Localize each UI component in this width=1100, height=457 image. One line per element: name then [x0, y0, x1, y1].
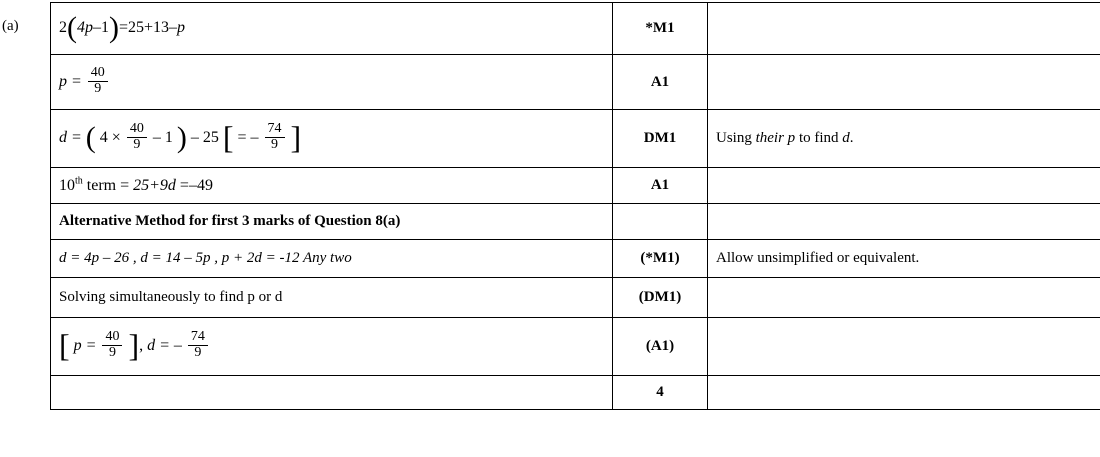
- fraction-denominator: 9: [88, 81, 108, 97]
- d-lhs: d =: [59, 129, 82, 147]
- mark-cell-6: (*M1): [613, 240, 708, 278]
- fraction-numerator: 74: [190, 329, 205, 345]
- p-symbol: p =: [59, 72, 82, 90]
- marking-scheme-table: [50, 2, 1100, 410]
- question-part-label: (a): [2, 18, 19, 34]
- equation-2: [59, 64, 110, 96]
- fraction-74-9: [188, 330, 208, 360]
- term-expression: 25+9d: [133, 177, 176, 195]
- note-cell-4: [708, 168, 1100, 204]
- note-italic-d: d: [842, 130, 850, 146]
- equation-3: [59, 119, 302, 156]
- note-cell-3: [708, 110, 1100, 168]
- total-marks-cell: 4: [613, 376, 708, 410]
- equation-8: [59, 327, 210, 364]
- table-row: [51, 110, 1100, 168]
- ordinal-suffix: th: [75, 175, 83, 187]
- fraction-numerator: 40: [129, 121, 144, 137]
- mark-cell-2: A1: [613, 55, 708, 110]
- mark-cell-7: (DM1): [613, 278, 708, 318]
- term-number: 10: [59, 177, 75, 195]
- mark-cell-4: A1: [613, 168, 708, 204]
- fraction-numerator: 40: [90, 64, 105, 80]
- working-cell-6: d = 4p – 26 , d = 14 – 5p , p + 2d = -12 Any two: [51, 240, 613, 278]
- bracket-close: ]: [128, 327, 140, 364]
- fraction-denominator: 9: [188, 345, 208, 361]
- mark-cell-5: [613, 204, 708, 240]
- mark-cell-3: DM1: [613, 110, 708, 168]
- bracket-open: [: [222, 119, 234, 156]
- table-row: [51, 240, 1100, 278]
- table-row: [51, 204, 1100, 240]
- fraction-numerator: 40: [105, 329, 120, 345]
- fraction-numerator: 74: [267, 121, 282, 137]
- paren-open: (: [67, 10, 77, 44]
- fraction-denominator: 9: [265, 137, 285, 153]
- note-cell-9: [708, 376, 1100, 410]
- table-row: [51, 168, 1100, 204]
- bracket-open: [: [59, 327, 70, 364]
- working-cell-7: Solving simultaneously to find p or d: [51, 278, 613, 318]
- note-end: .: [849, 130, 854, 146]
- note-italic-their-p: their p: [755, 130, 796, 146]
- note-suffix: to find: [795, 130, 843, 146]
- fraction-denominator: 9: [127, 137, 147, 153]
- working-cell-8: [51, 318, 613, 376]
- equation-1: 2(4p–1)=25+13–p: [59, 10, 186, 44]
- working-cell-3: [51, 110, 613, 168]
- note-cell-5: [708, 204, 1100, 240]
- mark-cell-1: *M1: [613, 3, 708, 55]
- fraction-40-9: [102, 330, 122, 360]
- bracket-close: ]: [290, 119, 302, 156]
- note-cell-2: [708, 55, 1100, 110]
- note-cell-6: Allow unsimplified or equivalent.: [708, 240, 1100, 278]
- table-row: [51, 318, 1100, 376]
- fraction-40-9: [88, 66, 108, 96]
- table-row: [51, 55, 1100, 110]
- p-equals: p =: [73, 337, 97, 355]
- table-row: [51, 278, 1100, 318]
- table-row: [51, 3, 1100, 55]
- equals-negative: = –: [237, 129, 259, 147]
- working-cell-4: [51, 168, 613, 204]
- inner-tail: – 1: [152, 129, 173, 147]
- table-row: [51, 376, 1100, 410]
- working-cell-2: [51, 55, 613, 110]
- minus-25: – 25: [190, 129, 219, 147]
- fraction-74-9: [265, 122, 285, 152]
- fraction-denominator: 9: [102, 345, 122, 361]
- working-cell-1: [51, 3, 613, 55]
- term-value: –49: [188, 177, 213, 195]
- paren-close: ): [109, 10, 119, 44]
- term-word: term =: [86, 177, 130, 195]
- equation-4: [59, 177, 213, 194]
- note-cell-7: [708, 278, 1100, 318]
- working-cell-9: [51, 376, 613, 410]
- comma: ,: [139, 337, 144, 355]
- alternative-method-heading: Alternative Method for first 3 marks of Question 8(a): [51, 204, 613, 240]
- note-cell-1: [708, 3, 1100, 55]
- fraction-40-9: [127, 122, 147, 152]
- mark-cell-8: (A1): [613, 318, 708, 376]
- equals-sign: =: [179, 177, 189, 195]
- inner-lead: 4 ×: [99, 129, 121, 147]
- paren-open: (: [85, 120, 96, 154]
- d-equals-negative: d = –: [147, 337, 182, 355]
- note-prefix: Using: [716, 130, 756, 146]
- paren-close: ): [176, 120, 187, 154]
- note-cell-8: [708, 318, 1100, 376]
